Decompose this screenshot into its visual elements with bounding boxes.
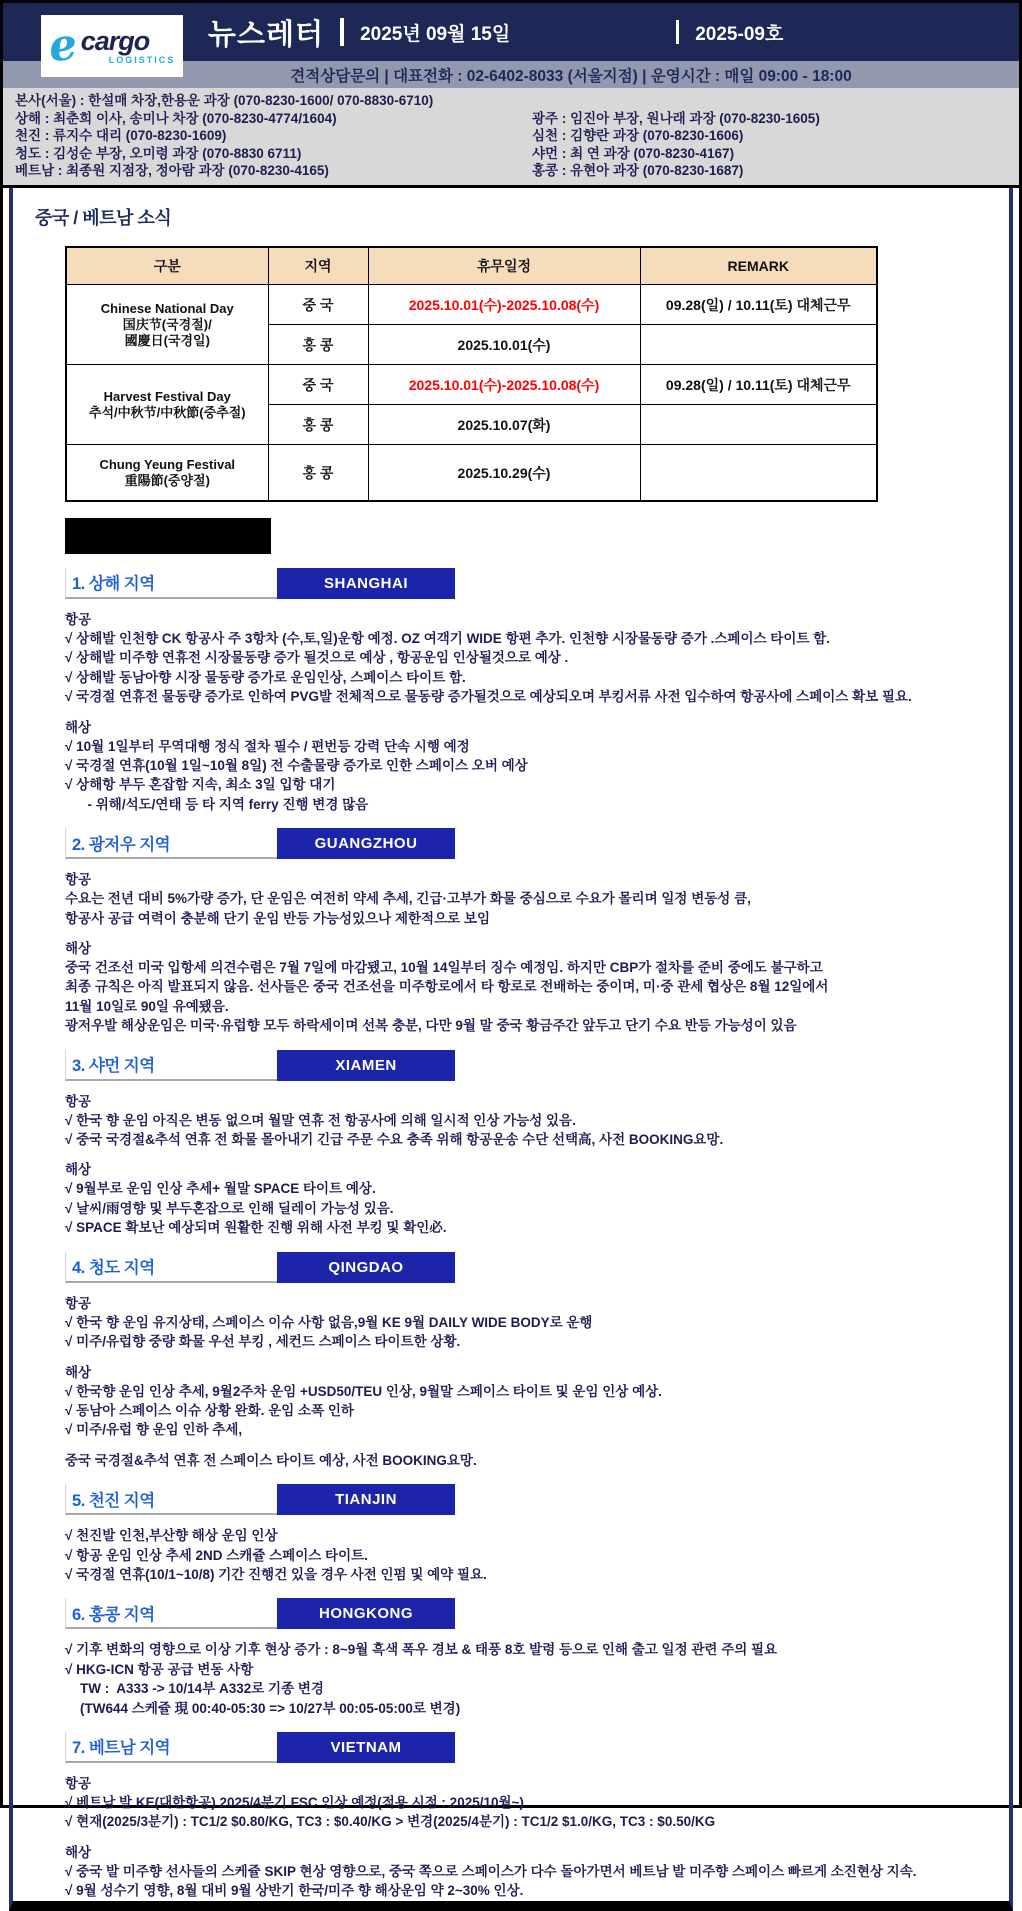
region-section (65, 568, 979, 814)
region-section (65, 1598, 979, 1718)
news-block-heading: 해상 (65, 941, 92, 957)
contact-left: 천진 : 류지수 대리 (070-8230-1609) (15, 128, 227, 144)
contact-left: 청도 : 김성순 부장, 오미령 과장 (070-8830 6711) (15, 145, 302, 161)
region-section-badge: HONGKONG (277, 1598, 455, 1629)
news-line: √ 상해항 부두 혼잡함 지속, 최소 3일 입항 대기 (65, 777, 336, 793)
region-section-label: 5. 천진 지역 (65, 1484, 277, 1515)
holiday-name-cell (66, 285, 268, 365)
holiday-remark-cell (640, 405, 877, 445)
holiday-schedule-table (65, 246, 878, 502)
news-line: √ 한국향 운임 인상 추세, 9월2주차 운임 +USD50/TEU 인상, 9월말 스페이스 타이트 및 운임 인상 예상. (65, 1383, 662, 1399)
newsletter-issue-number: 2025-09호 (695, 23, 784, 45)
holiday-region-cell: 중 국 (268, 365, 368, 405)
holiday-region-cell: 중 국 (268, 285, 368, 325)
branch-contact-list (3, 88, 1019, 188)
news-block-heading: 항공 (65, 1295, 92, 1311)
news-block (65, 1363, 979, 1440)
contact-right: 심천 : 김향란 과장 (070-8230-1606) (532, 128, 744, 144)
main-content (9, 188, 1013, 1911)
news-line: √ 미주/유럽향 중량 화물 우선 부킹 , 세컨드 스페이스 타이트한 상황. (65, 1334, 461, 1350)
news-block (65, 1843, 979, 1901)
news-line: √ HKG-ICN 항공 공급 변동 사항 (65, 1661, 254, 1677)
contact-row (15, 162, 1019, 180)
news-block (65, 1294, 979, 1352)
contact-left: 베트남 : 최종원 지점장, 정아람 과장 (070-8230-4165) (15, 163, 329, 179)
contact-right (532, 92, 1019, 110)
holiday-row (66, 365, 877, 405)
holiday-row (66, 445, 877, 501)
news-line: 중국 건조선 미국 입항세 의견수렴은 7월 7일에 마감됐고, 10월 14일부터 징수 예정임. 하지만 CBP가 절차를 준비 중에도 불구하고 (65, 960, 823, 976)
region-section-badge: XIAMEN (277, 1050, 455, 1081)
contact-right: 샤먼 : 최 연 과장 (070-8230-4167) (532, 145, 735, 161)
news-line: (TW644 스케쥴 現 00:40-05:30 => 10/27부 00:05-05:00로 변경) (65, 1700, 461, 1716)
news-line: 광저우발 해상운임은 미국·유럽향 모두 하락세이며 선복 충분, 다만 9월 말 중국 황금주간 앞두고 단기 수요 반등 가능성이 있음 (65, 1018, 797, 1034)
region-section-badge: GUANGZHOU (277, 828, 455, 859)
news-line: √ 중국 국경절&추석 연휴 전 화물 몰아내기 긴급 주문 수요 충족 위해 항공운송 수단 선택高, 사전 BOOKING요망. (65, 1132, 724, 1148)
holiday-name-line: 国庆节(국경절)/ (122, 316, 212, 332)
holiday-name-line: 추석/中秋节/中秋節(중추절) (88, 404, 246, 420)
holiday-header-row (66, 247, 877, 285)
news-line: √ 현재(2025/3분기) : TC1/2 $0.80/KG, TC3 : $0.40/KG > 변경(2025/4분기) : TC1/2 $1.0/KG, TC3 : $0.50/KG (65, 1814, 716, 1830)
news-block (65, 1092, 979, 1150)
news-line: √ 국경절 연휴(10월 1일~10월 8일) 전 수출물량 증가로 인한 스페이스 오버 예상 (65, 758, 528, 773)
contact-left: 본사(서울) : 한설매 차장,한용운 과장 (070-8230-1600/ 070-8830-6710) (15, 93, 434, 108)
news-line: √ 미주/유럽 향 운임 인하 추세, (65, 1422, 243, 1438)
holiday-dates-cell: 2025.10.07(화) (368, 405, 640, 445)
holiday-remark-cell (640, 325, 877, 365)
contact-row (15, 127, 1019, 145)
news-line: √ 항공 운임 인상 추세 2ND 스캐쥴 스페이스 타이트. (65, 1547, 368, 1563)
news-line: - 위해/석도/연태 등 타 지역 ferry 진행 변경 많음 (65, 796, 369, 812)
news-line: √ SPACE 확보난 예상되며 원활한 진행 위해 사전 부킹 및 확인必. (65, 1220, 447, 1236)
news-line: 11월 10일로 90일 유예됐음. (65, 998, 229, 1014)
region-section-badge: VIETNAM (277, 1732, 455, 1763)
region-section-label: 2. 광저우 지역 (65, 828, 277, 859)
divider (340, 18, 344, 46)
news-block-heading: 해상 (65, 719, 92, 735)
news-block (65, 939, 979, 1036)
region-section-label: 4. 청도 지역 (65, 1252, 277, 1283)
region-sections (65, 568, 979, 1901)
holiday-region-cell: 홍 콩 (268, 405, 368, 445)
news-block (65, 610, 979, 707)
holiday-name-line: Harvest Festival Day (103, 388, 231, 404)
region-section-label: 6. 홍콩 지역 (65, 1598, 277, 1629)
news-block (65, 1640, 979, 1718)
holiday-remark-cell: 09.28(일) / 10.11(토) 대체근무 (640, 365, 877, 405)
news-section-title: 중국 / 베트남 소식 (35, 207, 172, 228)
news-line: 최종 규칙은 아직 발표되지 않음. 선사들은 중국 건조선을 미주항로에서 타 항로로 전배하는 중이며, 미·중 관세 협상은 8월 12일에서 (65, 979, 829, 995)
holiday-dates-cell: 2025.10.01(수)-2025.10.08(수) (368, 285, 640, 325)
news-block (65, 718, 979, 815)
holiday-name-cell (66, 365, 268, 445)
news-line: √ 10월 1일부터 무역대행 정식 절차 필수 / 편번등 강력 단속 시행 예정 (65, 738, 470, 754)
holiday-column-header: REMARK (640, 247, 877, 285)
header-content (208, 12, 783, 53)
news-line: √ 베트남 발 KE(대한항공) 2025/4분기 FSC 인상 예정(적용 시점 : 2025/10월~) (65, 1794, 524, 1810)
news-line: √ 한국 향 운임 유지상태, 스페이스 이슈 사항 없음,9월 KE 9월 DAILY WIDE BODY로 운행 (65, 1314, 593, 1330)
holiday-dates-cell: 2025.10.29(수) (368, 445, 640, 501)
holiday-name-line: 重陽節(중양절) (124, 472, 210, 488)
holiday-name-line: 國慶日(국경일) (124, 332, 210, 348)
region-section-header (65, 1598, 979, 1629)
holiday-column-header: 구분 (66, 247, 268, 285)
holiday-name-line: Chinese National Day (100, 300, 234, 316)
news-block-heading: 항공 (65, 1775, 92, 1791)
logo-logistics-text: LOGISTICS (108, 54, 176, 65)
region-section-label: 1. 상해 지역 (65, 568, 277, 599)
region-section (65, 828, 979, 1035)
news-line: 수요는 전년 대비 5%가량 증가, 단 운임은 여전히 약세 추세, 긴급·고부가 화물 중심으로 수요가 몰리며 일정 변동성 큼, (65, 891, 751, 907)
region-section-label: 3. 샤먼 지역 (65, 1050, 277, 1081)
contact-right: 홍콩 : 유현아 과장 (070-8230-1687) (532, 163, 744, 179)
region-section-header (65, 1484, 979, 1515)
news-line: √ 동남아 스페이스 이슈 상황 완화. 운임 소폭 인하 (65, 1402, 354, 1418)
contact-right: 광주 : 임진아 부장, 원나래 과장 (070-8230-1605) (532, 110, 820, 126)
contact-row (15, 145, 1019, 163)
news-line: 항공사 공급 여력이 충분해 단기 운임 반등 가능성있으나 제한적으로 보임 (65, 910, 490, 926)
holiday-dates-cell: 2025.10.01(수) (368, 325, 640, 365)
region-section-header (65, 1050, 979, 1081)
holiday-region-cell: 홍 콩 (268, 445, 368, 501)
region-section-badge: QINGDAO (277, 1252, 455, 1283)
consultation-info-bar: 견적상담문의 | 대표전화 : 02-6402-8033 (서울지점) | 운영시간 : 매일 09:00 - 18:00 (3, 61, 1019, 88)
region-section (65, 1050, 979, 1238)
company-logo (41, 15, 183, 77)
news-line: 중국 국경절&추석 연휴 전 스페이스 타이트 예상, 사전 BOOKING요망. (65, 1452, 477, 1468)
region-section-header (65, 568, 979, 599)
logo-wordmark (80, 25, 176, 65)
news-line: √ 상해발 동남아향 시장 물동량 증가로 운임인상, 스페이스 타이트 함. (65, 669, 466, 685)
news-block-heading: 해상 (65, 1364, 92, 1380)
logo-cargo-text: cargo (80, 25, 150, 56)
news-line: √ 9월 성수기 영향, 8월 대비 9월 상반기 한국/미주 향 해상운임 약 2~30% 인상. (65, 1883, 524, 1899)
news-block-heading: 항공 (65, 872, 92, 888)
news-line: TW : A333 -> 10/14부 A332로 기종 변경 (65, 1681, 324, 1697)
news-line: √ 한국 향 운임 아직은 변동 없으며 월말 연휴 전 항공사에 의해 일시적 인상 가능성 있음. (65, 1112, 576, 1128)
news-block-heading: 해상 (65, 1844, 92, 1860)
contact-row (15, 92, 1019, 110)
news-block-heading: 해상 (65, 1162, 92, 1178)
region-section-badge: SHANGHAI (277, 568, 455, 599)
news-block (65, 870, 979, 928)
contact-left: 상해 : 최춘희 이사, 송미나 차장 (070-8230-4774/1604) (15, 110, 337, 126)
contact-row (15, 110, 1019, 128)
region-section-header (65, 1252, 979, 1283)
holiday-region-cell: 홍 콩 (268, 325, 368, 365)
holiday-dates-cell: 2025.10.01(수)-2025.10.08(수) (368, 365, 640, 405)
region-section (65, 1484, 979, 1584)
holiday-remark-cell (640, 445, 877, 501)
news-line: √ 날씨/雨영향 및 부두혼잡으로 인해 딜레이 가능성 있음. (65, 1200, 394, 1216)
region-section (65, 1732, 979, 1901)
news-line: √ 국경절 연휴(10/1~10/8) 기간 진행건 있을 경우 사전 인펌 및 예약 필요. (65, 1566, 487, 1582)
holiday-row (66, 285, 877, 325)
newsletter-title: 뉴스레터 (208, 18, 325, 51)
newsletter-date: 2025년 09월 15일 (360, 23, 511, 45)
news-block-heading: 항공 (65, 611, 92, 627)
news-line: √ 천진발 인천,부산향 해상 운임 인상 (65, 1528, 278, 1544)
news-block (65, 1160, 979, 1237)
region-section-header (65, 828, 979, 859)
news-block (65, 1451, 979, 1470)
divider (676, 20, 679, 44)
holiday-name-cell (66, 445, 268, 501)
header-bar (3, 3, 1019, 73)
region-section-badge: TIANJIN (277, 1484, 455, 1515)
region-section-header (65, 1732, 979, 1763)
region-section-label: 7. 베트남 지역 (65, 1732, 277, 1763)
news-line: √ 상해발 미주향 연휴전 시장물동량 증가 될것으로 예상 , 항공운임 인상될것으로 예상 . (65, 650, 569, 666)
redacted-box (65, 518, 271, 554)
news-line: √ 상해발 인천향 CK 항공사 주 3항차 (수,토,일)운항 예정. OZ 여객기 WIDE 항편 추가. 인천향 시장물동량 증가 .스페이스 타이트 함. (65, 630, 830, 646)
holiday-column-header: 지역 (268, 247, 368, 285)
news-line: √ 중국 발 미주향 선사들의 스케쥴 SKIP 현상 영향으로, 중국 쪽으로 스페이스가 다수 돌아가면서 베트남 발 미주향 스페이스 빠르게 소진현상 지속. (65, 1863, 917, 1879)
news-block (65, 1774, 979, 1832)
news-line: √ 기후 변화의 영향으로 이상 기후 현상 증가 : 8~9월 흑색 폭우 경보 & 태풍 8호 발령 등으로 인해 출고 일정 관련 주의 필요 (65, 1642, 778, 1658)
logo-e-swoosh-icon: e (46, 18, 80, 73)
region-section (65, 1252, 979, 1470)
news-block (65, 1526, 979, 1584)
news-line: √ 국경절 연휴전 물동량 증가로 인하여 PVG발 전체적으로 물동량 증가될것으로 예상되오며 부킹서류 사전 입수하여 항공사에 스페이스 확보 필요. (65, 689, 912, 705)
holiday-name-line: Chung Yeung Festival (99, 456, 236, 472)
holiday-remark-cell: 09.28(일) / 10.11(토) 대체근무 (640, 285, 877, 325)
news-line: √ 9월부로 운임 인상 추세+ 월말 SPACE 타이트 예상. (65, 1181, 376, 1197)
holiday-column-header: 휴무일정 (368, 247, 640, 285)
news-block-heading: 항공 (65, 1093, 92, 1109)
